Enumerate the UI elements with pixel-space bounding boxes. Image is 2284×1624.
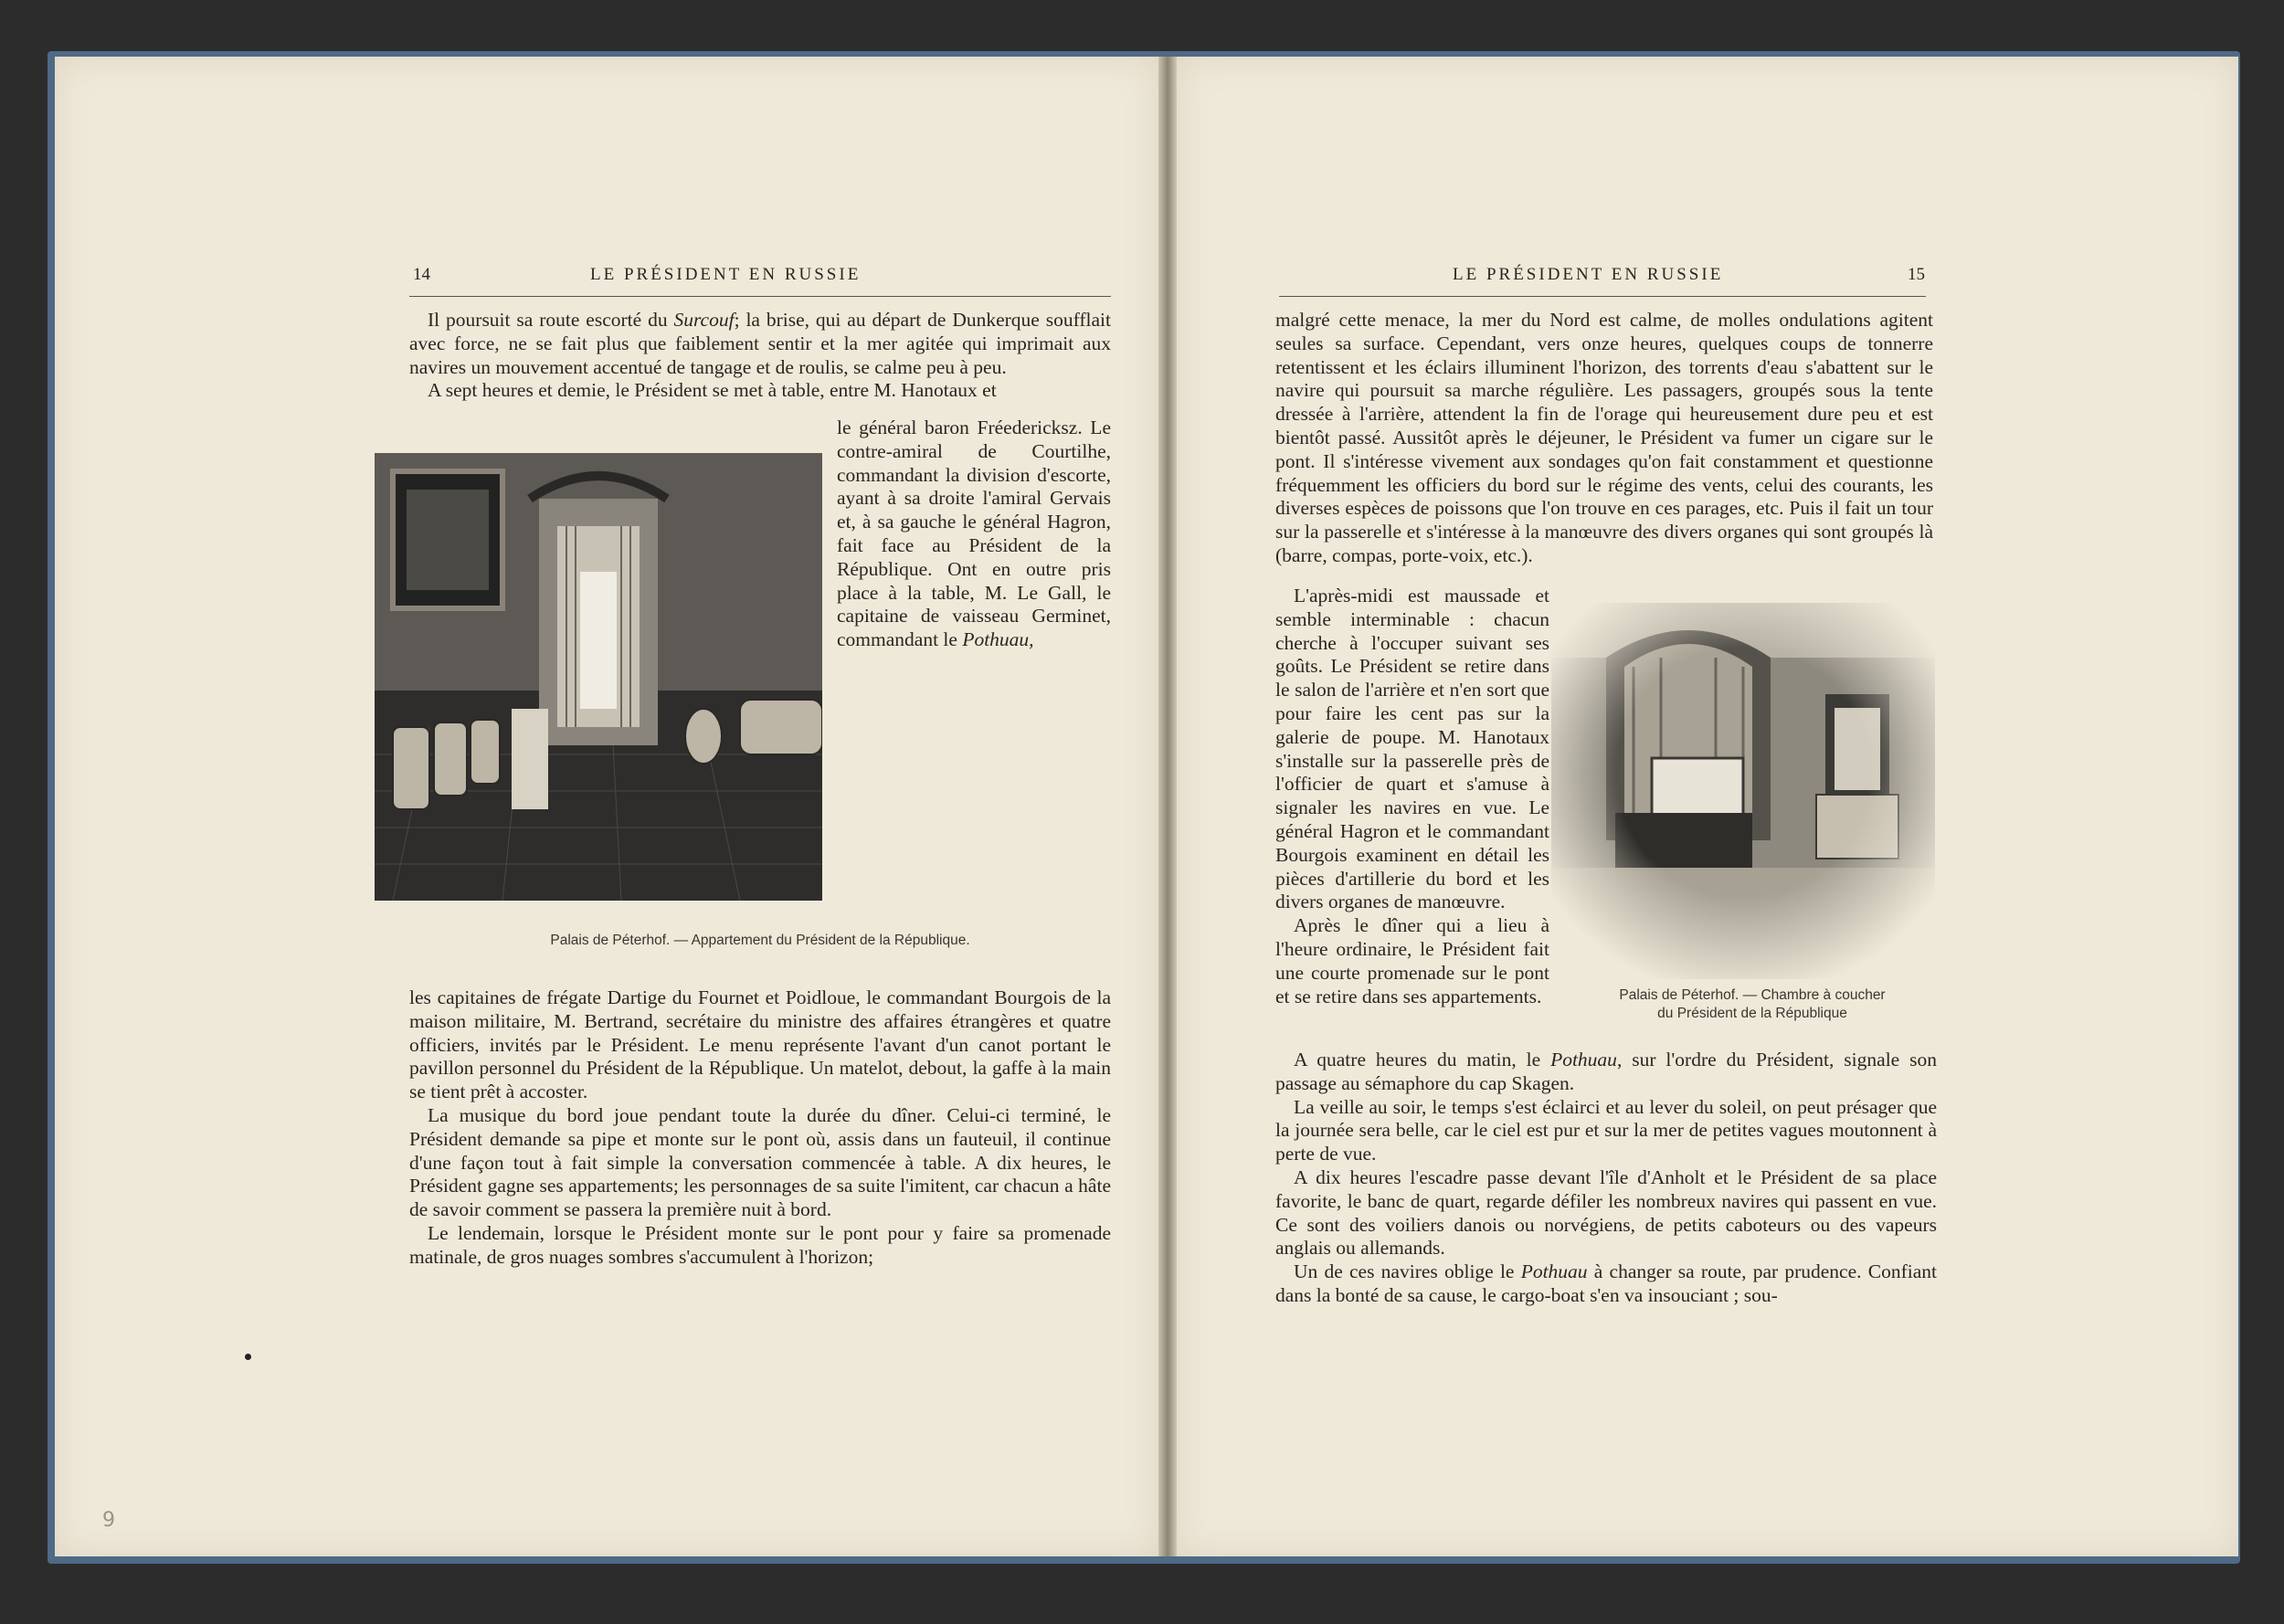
right-figure-caption: Palais de Péterhof. — Chambre à coucher du Président de la République bbox=[1619, 987, 1886, 1021]
left-header-rule bbox=[409, 296, 1111, 297]
left-page-number: 14 bbox=[413, 265, 430, 284]
left-text-bottom: les capitaines de frégate Dartige du Fournet et Poidloue, le commandant Bourgois de la maison militaire, M. Bertrand, secrétaire du ministre des affaires étrangères et quatre officiers, invités par le Président. Le menu représente l'avant d'un canot portant le pavillon personnel du Président de la République. Un matelot, debout, la gaffe à la main se tient prêt à accoster. La musique du bord joue pendant toute la durée du dîner. Celui-ci terminé, le Président demande sa pipe et monte sur le pont où, assis dans un fauteuil, il continue d'une façon tout à fait simple la conversation commencée à table. A dix heures, le Président gagne ses appartements; les personnages de sa suite l'imitent, car chacun a hâte de savoir comment se passera la première nuit à bord. Le lendemain, lorsque le Président monte sur le pont pour y faire sa promenade matinale, de gros nuages sombres s'accumulent à l'horizon; bbox=[409, 986, 1111, 1268]
left-text-top: Il poursuit sa route escorté du Surcouf; la brise, qui au départ de Dunkerque soufflait avec force, ne se fait plus que faiblement sentir et la mer agitée qui imprimait aux navires un mouvement accentué de tangage et de roulis, se calme peu à peu. A sept heures et demie, le Président se met à table, entre M. Hanotaux et bbox=[409, 309, 1112, 402]
peterhof-bedroom-photo bbox=[1551, 603, 1935, 979]
left-running-head: LE PRÉSIDENT EN RUSSIE bbox=[590, 265, 862, 284]
right-running-head: LE PRÉSIDENT EN RUSSIE bbox=[1453, 265, 1724, 284]
peterhof-apartment-photo bbox=[375, 453, 822, 901]
left-page bbox=[55, 57, 1158, 1556]
right-text-top: malgré cette menace, la mer du Nord est calme, de molles ondulations agitent seules sa surface. Cependant, vers onze heures, quelques coups de tonnerre retentissent et les éclairs illuminent l'horizon, des torrents d'eau s'abattent sur le navire qui poursuit sa marche régulière. Les passagers, groupés sous la tente dressée à l'arrière, attendent la fin de l'orage qui heureusement dure peu et est bientôt passé. Aussitôt après le déjeuner, le Président va fumer un cigare sur le pont. Il s'intéresse vivement aux sondages qu'on fait constamment et questionne fréquemment les officiers du bord sur le régime des vents, celui des courants, les diverses espèces de poissons que l'on trouve en ces parages, etc. Puis il fait un tour sur la passerelle et s'intéresse à la manœuvre des divers organes qui sont groupés là (barre, compas, porte-voix, etc.). bbox=[1275, 309, 1933, 566]
right-text-bottom: A quatre heures du matin, le Pothuau, sur l'ordre du Président, signale son passage au sémaphore du cap Skagen. La veille au soir, le temps s'est éclairci et au lever du soleil, on peut présager que la journée sera belle, car le ciel est pur et sur la mer de petites vagues moutonnent à perte de vue. A dix heures l'escadre passe devant l'île d'Anholt et le Président de sa place favorite, le banc de quart, regarde défiler les nombreux navires qui passent en vue. Ce sont des voiliers danois ou norvégiens, de petits caboteurs ou des vapeurs anglais ou allemands. Un de ces navires oblige le Pothuau à changer sa route, par prudence. Confiant dans la bonté de sa cause, le cargo-boat s'en va insouciant ; sou- bbox=[1275, 1049, 1937, 1306]
right-page-number: 15 bbox=[1908, 265, 1925, 284]
right-side-text: L'après-midi est maussade et semble interminable : chacun cherche à l'occuper suivant ses goûts. Le Président se retire dans le salon de l'arrière et n'en sort que pour faire les cent pas sur la galerie de poupe. M. Hanotaux s'installe sur la passerelle près de l'officier de quart et s'amuse à signaler les navires en vue. Le général Hagron et le commandant Bourgois examinent en détail les pièces d'artillerie du bord et les divers organes de manœuvre. Après le dîner qui a lieu à l'heure ordinaire, le Président fait une courte promenade sur le pont et se retire dans ses appartements. bbox=[1275, 585, 1549, 1007]
left-side-text: le général baron Fréedericksz. Le contre-amiral de Courtilhe, commandant la division d'escorte, ayant à sa droite l'amiral Gervais et, à sa gauche le général Hagron, fait face au Président de la République. Ont en outre pris place à la table, M. Le Gall, le capitaine de vaisseau Germinet, commandant le Pothuau, bbox=[837, 417, 1111, 651]
right-page bbox=[1177, 57, 2238, 1556]
book-gutter bbox=[1158, 57, 1177, 1556]
pencil-mark: 9 bbox=[102, 1509, 115, 1532]
left-figure-caption: Palais de Péterhof. — Appartement du Président de la République. bbox=[550, 933, 970, 948]
ink-dot bbox=[245, 1354, 251, 1360]
right-header-rule bbox=[1279, 296, 1926, 297]
